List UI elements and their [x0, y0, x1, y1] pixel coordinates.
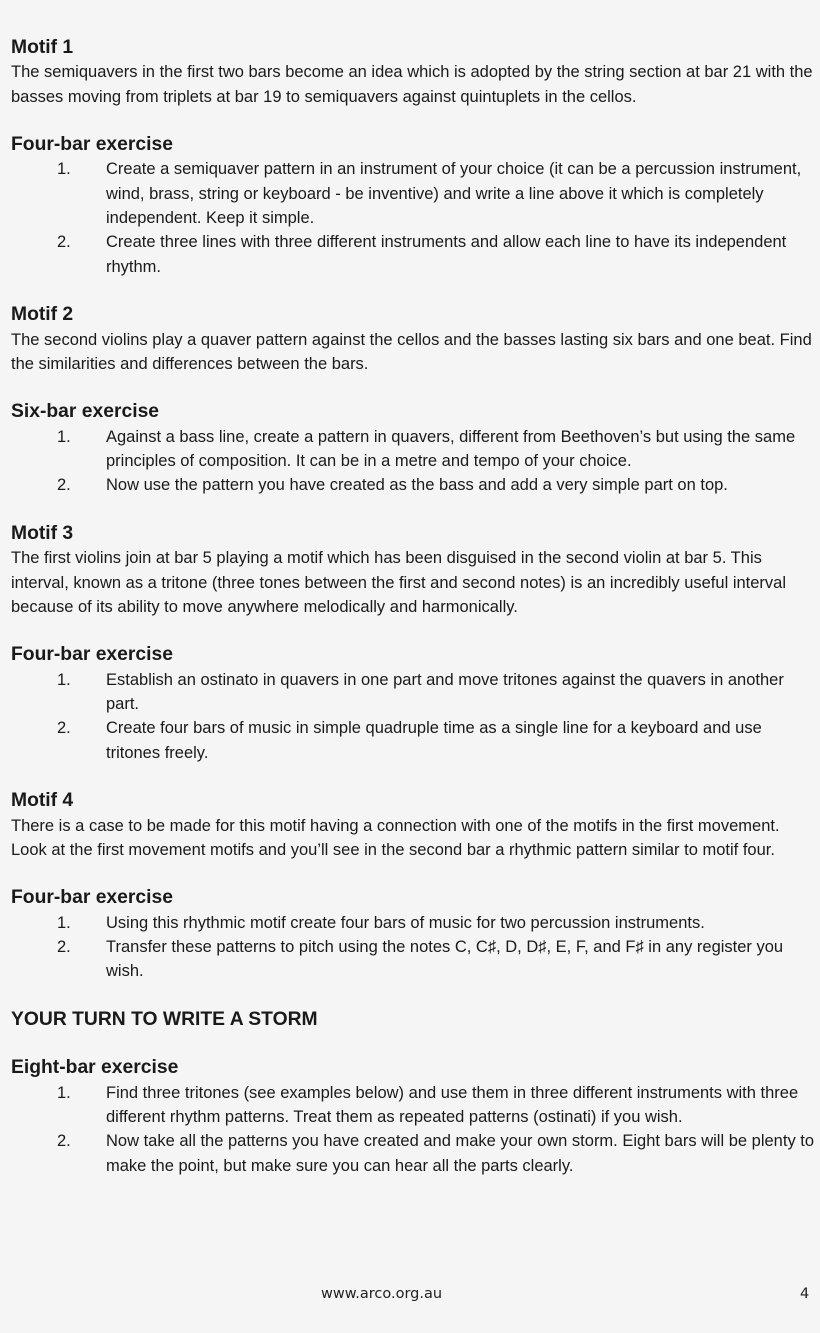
motif-4-text: There is a case to be made for this motif having a connection with one of the motifs in the first movement. Look at the first movement motifs and you’ll see in the second bar a rhythmic pattern similar to motif four.	[11, 816, 780, 859]
page-number: 4	[800, 1286, 810, 1302]
exercise-4-heading: Four-bar exercise	[11, 887, 173, 909]
list-item: 1. Using this rhythmic motif create four bars of music for two percussion instruments.	[57, 913, 705, 932]
storm-heading: YOUR TURN TO WRITE A STORM	[11, 1008, 318, 1030]
exercise-3-list	[11, 668, 816, 765]
exercise-5-list	[11, 1081, 816, 1178]
exercise-4-list	[11, 911, 816, 984]
list-item: 1. Establish an ostinato in quavers in one part and move tritones against the quavers in another part.	[57, 670, 784, 714]
exercise-1-list	[11, 157, 816, 278]
list-item: 2. Transfer these patterns to pitch using the notes C, C♯, D, D♯, E, F, and F♯ in any register you wish.	[57, 937, 784, 981]
list-item: 1. Against a bass line, create a pattern in quavers, different from Beethoven’s but using the same principles of composition. It can be in a metre and tempo of your choice.	[57, 427, 796, 471]
motif-2-heading: Motif 2	[11, 304, 74, 326]
motif-1-heading: Motif 1	[11, 37, 74, 58]
list-item: 2. Create three lines with three different instruments and allow each line to have its independent rhythm.	[57, 233, 787, 276]
motif-4-heading: Motif 4	[11, 790, 74, 812]
motif-3-heading: Motif 3	[11, 522, 74, 544]
list-item: 1. Find three tritones (see examples below) and use them in three different instruments with three different rhythm patterns. Treat them as repeated patterns (ostinati) if you wish.	[57, 1083, 799, 1127]
motif-2-text: The second violins play a quaver pattern against the cellos and the basses lasting six bars and one beat. Find the similarities and differences between the bars.	[11, 330, 812, 373]
exercise-2-heading: Six-bar exercise	[11, 401, 160, 423]
exercise-1-heading: Four-bar exercise	[11, 134, 173, 156]
motif-3-text: The first violins join at bar 5 playing a motif which has been disguised in the second violin at bar 5. This interval, known as a tritone (three tones between the first and second notes) is an incredibly useful interval because of its ability to move anywhere melodically and harmonically.	[11, 549, 787, 616]
motif-1-text: The semiquavers in the first two bars become an idea which is adopted by the string section at bar 21 with the basses moving from triplets at bar 19 to semiquavers against quintuplets in the cellos.	[11, 63, 813, 106]
exercise-2-list	[11, 425, 816, 498]
footer-url: www.arco.org.au	[321, 1286, 443, 1302]
list-item: 2. Now use the pattern you have created as the bass and add a very simple part on top.	[57, 476, 728, 495]
exercise-5-heading: Eight-bar exercise	[11, 1057, 179, 1079]
list-item: 1. Create a semiquaver pattern in an instrument of your choice (it can be a percussion instrument, wind, brass, string or keyboard - be inventive) and write a line above it which is completely independent. Keep it simple.	[57, 160, 802, 228]
exercise-3-heading: Four-bar exercise	[11, 644, 173, 666]
list-item: 2. Create four bars of music in simple quadruple time as a single line for a keyboard and use tritones freely.	[57, 719, 762, 762]
document-page	[11, 36, 816, 1178]
list-item: 2. Now take all the patterns you have created and make your own storm. Eight bars will be plenty to make the point, but make sure you can hear all the parts clearly.	[57, 1132, 815, 1175]
